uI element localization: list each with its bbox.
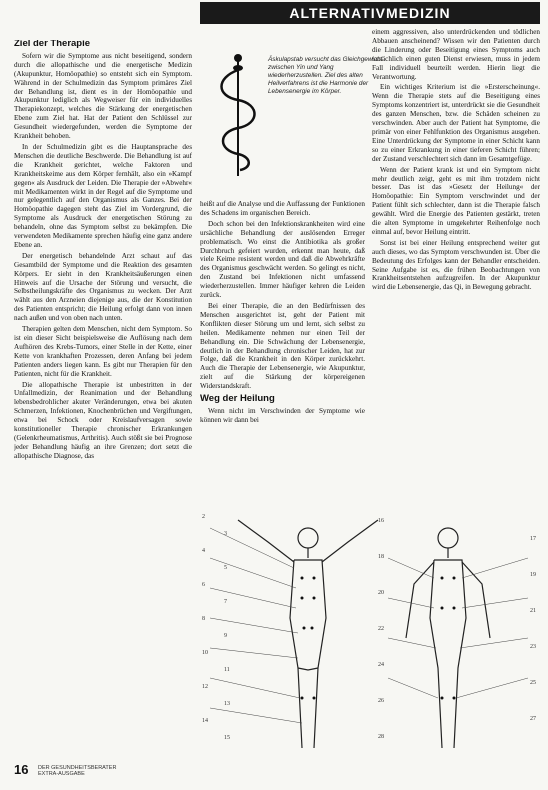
column-3 [372,28,540,494]
point-label: 24 [378,662,384,668]
paragraph: Der energetisch behandelnde Arzt schaut auf das Gesamtbild der Symptome und die Reaktion des gesamten Körpers. Er sieht in den Krankheitsäußerungen einen Hinweis auf die Ursache der Störung und versucht, die Selbstheilungskräfte des Organismus zu wecken. Der Arzt wählt aus den Arzneien diejenige aus, die der Konstitution des Patienten entspricht; die Heilung erfolgt dann von innen nach außen und von oben nach unten. [14,251,192,323]
column-1 [14,40,192,758]
point-label: 7 [224,599,227,605]
heading-weg-der-heilung: Weg der Heilung [200,393,275,405]
point-label: 3 [224,531,227,537]
point-label: 17 [530,536,536,542]
right-point-labels [378,518,536,740]
paragraph: heißt auf die Analyse und die Auffassung der Funktionen des Schadens im organischen Bereich. [200,200,365,217]
paragraph: Sonst ist bei einer Heilung entsprechend weiter gut auch dieses, wo das Symptom verschwunden ist. Über die Bedeutung des Erfolges kann der Behandler entscheiden. Seine Aufgabe ist es, die frühen Beobachtungen von Krankheitsentstehen aufzugreifen. In der Akupunktur wird die Lebensenergie, das Qi, in Bewegung gebracht. [372,238,540,292]
column-2 [200,200,365,492]
point-label: 2 [202,514,205,520]
point-label: 11 [224,667,230,673]
section-banner [200,2,540,24]
footer-line: DER GESUNDHEITSBERATER [38,765,117,771]
point-label: 23 [530,644,536,650]
point-label: 6 [202,582,205,588]
page-number: 16 [14,762,29,777]
left-point-labels [202,514,230,741]
point-label: 14 [202,718,208,724]
paragraph: In der Schulmedizin gibt es die Hauptansprache des Menschen die deutliche Beschwerde. Die Behandlung ist auf die Krankheit gerichtet, welche Faktoren und Krankheitskeime aus dem Körper fernhält, also ein »Kampf gegen« als Ausdruck der Leiden. Die Therapie der »Abwehr« mit Medikamenten wirkt in der Regel auf die Symptome und nur gelegentlich auf den Organismus als Ganzes. Bei der Homöopathie dagegen steht das Ziel im Vordergrund, die Symptome als Ausdruck der energetischen Störung zu behandeln, ohne das Symptom selbst zu bekämpfen. Die verwendeten Medikamente sprechen häufig eine ganz andere Ebene an. [14,142,192,249]
paragraph: Wenn der Patient krank ist und ein Symptom nicht mehr deutlich zeigt, geht es mit ihm trotzdem nicht besser. Das ist das »Gesetz der Heilung« der Homöopathie: Ein Symptom verschwindet und der Patient fühlt sich schlechter, dann ist die Therapie falsch gewählt. Wird die Energie des Patienten gestärkt, treten die alten Symptome in umgekehrter Reihenfolge noch einmal auf, bevor Heilung eintritt. [372,165,540,236]
front-body-figure [238,520,378,748]
paragraph: Wenn nicht im Verschwinden der Symptome wie können wir dann bei [200,406,365,424]
point-label: 21 [530,608,536,614]
point-label: 22 [378,626,384,632]
figure-caption: Äskulapstab versucht das Gleichgewicht zwischen Yin und Yang wiederherzustellen. Ziel des alten Heilverfahrens ist die Harmonie der Lebensenergie im Körper. [268,56,383,95]
paragraph: Therapien gelten dem Menschen, nicht dem Symptom. So ist ein dieser Sicht beispielsweise die Auflösung nach dem Aufhören des Krebs-Tumors, einer Stelle in der Kette, einer Kette von krankhaften Prozessen, deren Anfang bei jedem Patienten anders liegen kann. Es gibt nur Therapien für den Patienten, nicht für die Krankheit. [14,325,192,378]
section-banner-title: ALTERNATIVMEDIZIN [289,5,451,21]
back-body-figure [406,528,490,748]
point-label: 28 [378,734,384,740]
point-label: 13 [224,701,230,707]
paragraph: Die allopathische Therapie ist unbestritten in der Unfallmedizin, der Reanimation und der Behandlung lebensbedrohlicher akuter Veränderungen, etwa bei akuten Schmerzen, Infektionen, Knochenbrüchen und Vergiftungen, etwa bei Schock oder Kreislaufversagen sowie konstitutioneller Therapie chronischer Erkrankungen (Gelenkrheumatismus, Arthritis). Auch stößt sie bei Prognose jeder Behandlung häufig an ihre Grenzen; dort setzt die allopathische Diagnose, das [14,380,192,460]
point-label: 16 [378,518,384,524]
paragraph: Ein wichtiges Kriterium ist die »Ersterscheinung«. Wenn die Therapie stets auf die Beseitigung eines Symptoms konzentriert ist, unterdrückt sie die Gesundheit des ganzen Menschen, bzw. die Schäden scheinen zu verschwinden. Aber auch der Patient hat Symptome, die primär von einer Fehlfunktion des Organismus ausgehen. Eine Unterdrückung der Symptome in einer Schicht kann so zu einer Erkrankung in einer tieferen Schicht führen; der Zustand verschlechtert sich dann im Gesamtgefüge. [372,83,540,163]
point-label: 9 [224,633,227,639]
point-label: 12 [202,684,208,690]
footer-source [38,765,116,777]
footer-line: EXTRA-AUSGABE [38,771,85,777]
point-label: 8 [202,616,205,622]
staff-and-serpent-icon [208,50,268,180]
point-label: 25 [530,680,536,686]
paragraph: Sofern wir die Symptome aus nicht beseitigend, sondern durch die allopathische und die energetische Medizin (Akupunktur, Homöopathie) so entsteht sich ein Symptom. Während in der Schulmedizin das Symptom primäres Ziel der Behandlung ist, dient es in der Homöopathie und Akupunktur lediglich als Wegweiser für ein individuelles Therapiekonzept, welches die Stärkung der energetischen Ebene zum Ziel hat. Hat der Patient den Schlüssel zur Gesundheit wiedergefunden, werden die Symptome der Krankheit behoben. [14,51,192,141]
paragraph: Bei einer Therapie, die an den Bedürfnissen des Menschen ausgerichtet ist, geht der Patient mit Konflikten dieser Störung um und lernt, sich selbst zu heilen. Medikamente nehmen nur einen Teil der Behandlung ein. Die Schwächung der Lebensenergie, deutlich in der Behandlung chronischer Leiden, hat zur Folge, daß die Krankheit in den Körper zurückkehrt. Auch die Therapie der Lebensenergie, wie Akupunktur, zielt auf die Stärkung der körpereigenen Widerstandskraft. [200,301,365,391]
paragraph: Doch schon bei den Infektionskrankheiten wird eine ursächliche Behandlung der auslösenden Erreger problematisch. Wo einst die Antibiotika als großer Durchbruch gefeiert wurden, erkennt man heute, daß viele Keime resistent werden und daß die Abwehrkräfte des Organismus geschwächt werden. So gelingt es nicht, den Zustand bei Infektionen nicht umfassend wiederherzustellen. Immer häufiger kehren die Leiden zurück. [200,219,365,300]
point-label: 20 [378,590,384,596]
point-label: 18 [378,554,384,560]
paragraph: einem aggressiven, also unterdrückenden und tödlichen Abbauen anscheinend? Wissen wir den Patienten durch die Linderung oder Beseitigung eines Symptoms auch tatsächlich einen guten Dienst erwiesen, muss in jedem Fall individuell beurteilt werden. Hierin liegt die Verantwortung. [372,28,540,81]
point-label: 4 [202,548,205,554]
point-label: 19 [530,572,536,578]
acupuncture-body-figures [198,498,544,766]
point-label: 26 [378,698,384,704]
point-label: 5 [224,565,227,571]
heading-ziel-der-therapie: Ziel der Therapie [14,40,91,49]
point-label: 15 [224,735,230,741]
point-label: 10 [202,650,208,656]
acupuncture-figures-illustration [198,498,544,766]
point-label: 27 [530,716,536,722]
